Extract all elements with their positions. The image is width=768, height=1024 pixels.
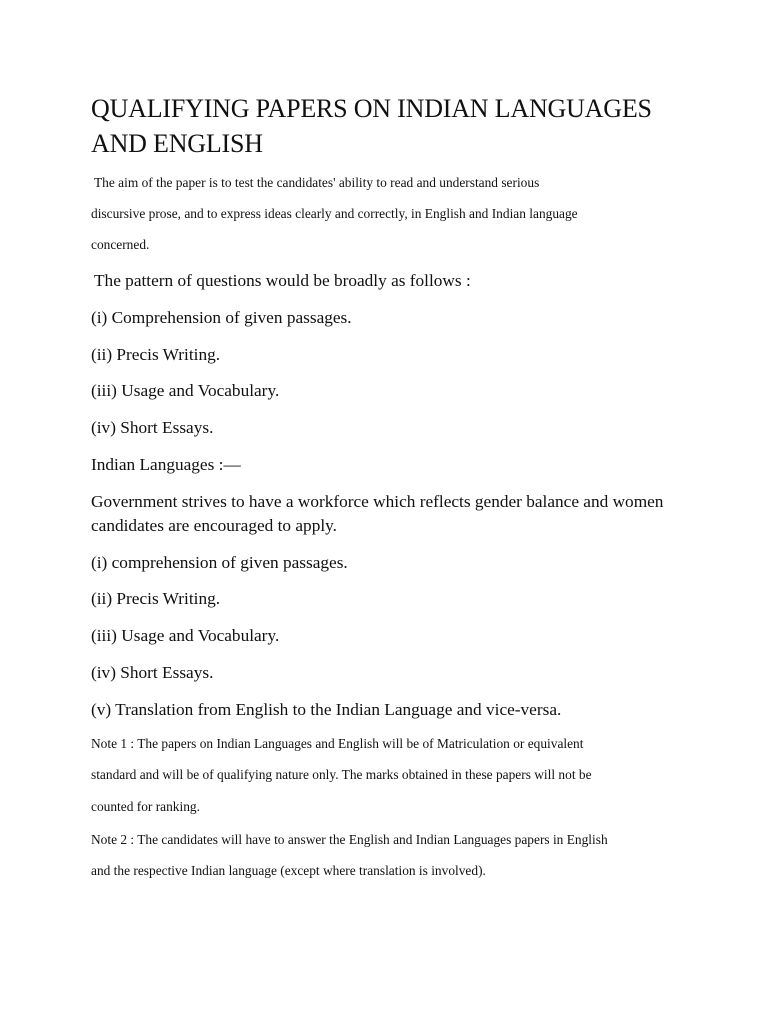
note1-line-3: counted for ranking. xyxy=(91,799,200,814)
indian-item-3: (iii) Usage and Vocabulary. xyxy=(91,626,280,645)
intro-line-3: concerned. xyxy=(91,237,150,252)
pattern-heading: The pattern of questions would be broadly as follows : xyxy=(94,271,471,290)
note2-line-1: Note 2 : The candidates will have to answer the English and Indian Languages papers in English xyxy=(91,832,608,847)
english-item-3: (iii) Usage and Vocabulary. xyxy=(91,381,280,400)
note1-line-2: standard and will be of qualifying nature only. The marks obtained in these papers will not be xyxy=(91,767,592,782)
indian-item-4: (iv) Short Essays. xyxy=(91,663,214,682)
document-title-line-2: AND ENGLISH xyxy=(91,129,263,158)
indian-item-2: (ii) Precis Writing. xyxy=(91,589,221,608)
intro-line-1: The aim of the paper is to test the candidates' ability to read and understand serious xyxy=(94,175,540,190)
english-item-1: (i) Comprehension of given passages. xyxy=(91,308,352,327)
indian-languages-heading: Indian Languages :— xyxy=(91,455,241,474)
indian-item-5: (v) Translation from English to the Indian Language and vice-versa. xyxy=(91,700,562,719)
english-item-2: (ii) Precis Writing. xyxy=(91,345,221,364)
note2-line-2: and the respective Indian language (except where translation is involved). xyxy=(91,863,486,878)
note1-line-1: Note 1 : The papers on Indian Languages and English will be of Matriculation or equivalent xyxy=(91,736,584,751)
document-title-line-1: QUALIFYING PAPERS ON INDIAN LANGUAGES xyxy=(91,94,652,123)
indian-item-1: (i) comprehension of given passages. xyxy=(91,553,348,572)
gender-line-1: Government strives to have a workforce which reflects gender balance and women xyxy=(91,492,664,511)
intro-line-2: discursive prose, and to express ideas clearly and correctly, in English and Indian language xyxy=(91,206,578,221)
gender-line-2: candidates are encouraged to apply. xyxy=(91,516,337,535)
english-item-4: (iv) Short Essays. xyxy=(91,418,214,437)
